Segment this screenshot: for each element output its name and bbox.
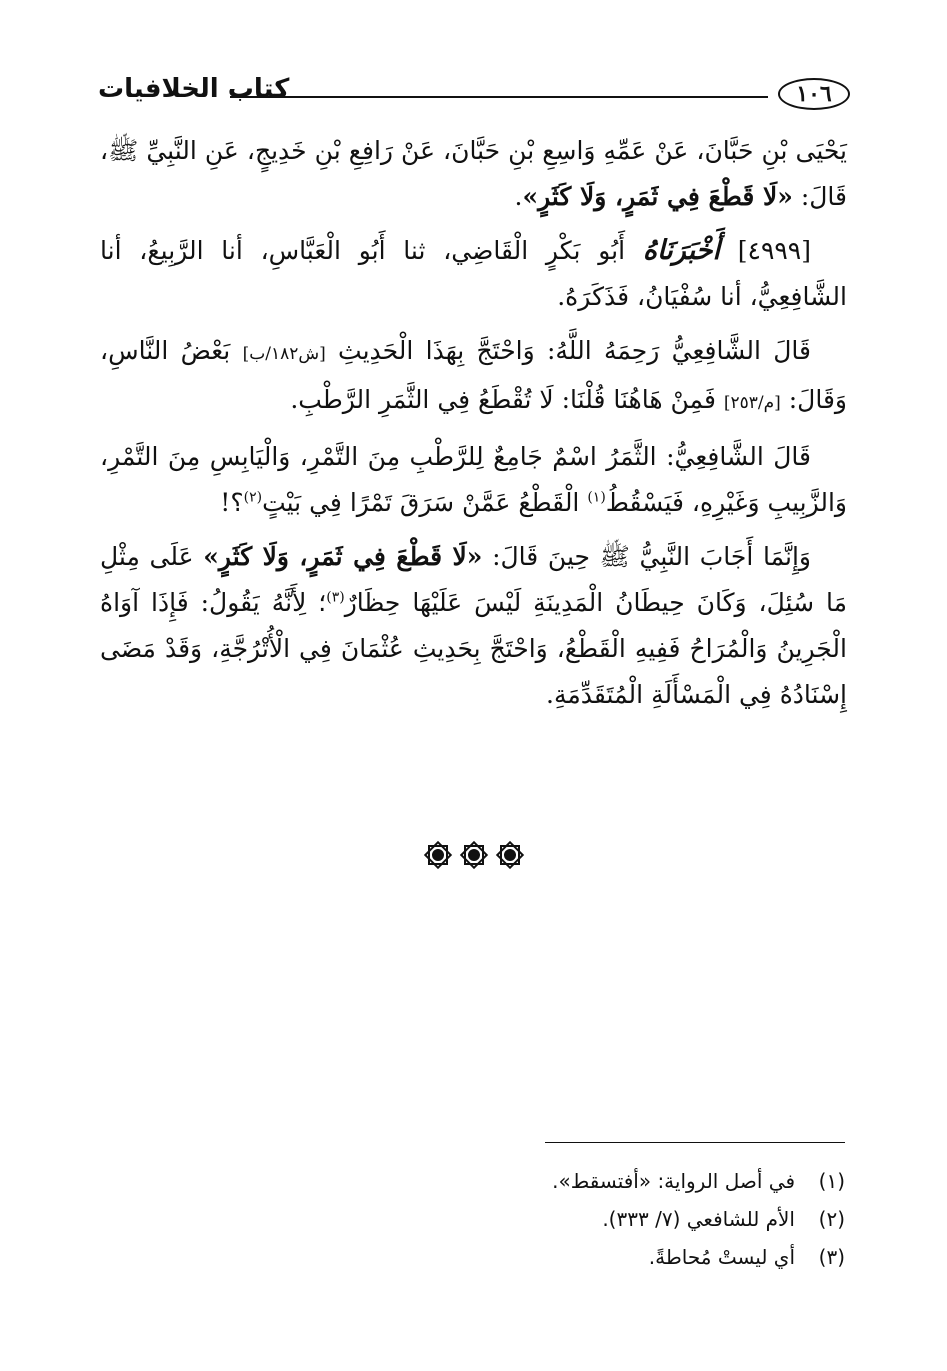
hadith-number: [٤٩٩٩] xyxy=(737,236,811,265)
footnote-2 xyxy=(100,1200,845,1238)
manuscript-ref-2: [م/٢٥٣] xyxy=(723,393,781,413)
hadith-quote-2: «لَا قَطْعَ فِي ثَمَرٍ، وَلَا كَثَرٍ» xyxy=(203,542,483,571)
footnote-mark-1[interactable]: (١) xyxy=(587,489,606,506)
footnote-mark-3[interactable]: (٣) xyxy=(326,589,345,606)
page-number-text: ١٠٦ xyxy=(796,81,832,107)
book-title: كتاب الخلافيات xyxy=(98,74,290,104)
octagram-ornament-icon xyxy=(495,840,525,870)
footnote-number: (٢) xyxy=(818,1207,845,1231)
footnote-text: في أصل الرواية: «أفتسقط». xyxy=(552,1169,795,1193)
paragraph-1 xyxy=(100,128,847,220)
p5-part1: وَإِنَّمَا أَجَابَ النَّبِيُّ ﷺ حِينَ قَالَ: xyxy=(482,542,811,571)
paragraph-2 xyxy=(100,228,847,320)
p4-part2: الْقَطْعُ عَمَّنْ سَرَقَ تَمْرًا فِي بَيْتٍ xyxy=(262,488,588,517)
p5-part2: عَلَى مِثْلِ مَا سُئِلَ، وَكَانَ حِيطَانُ الْمَدِينَةِ لَيْسَ عَلَيْهَا حِظَارٌ xyxy=(100,542,848,617)
footnote-number: (١) xyxy=(818,1169,845,1193)
p2-text: أَبُو بَكْرٍ الْقَاضِي، ثنا أَبُو الْعَبَّاسِ، أنا الرَّبِيعُ، أنا الشَّافِعِيُّ، أنا سُفْيَانُ، فَذَكَرَهُ. xyxy=(100,236,847,311)
p4-part3: ؟! xyxy=(220,488,244,517)
footnote-mark-2[interactable]: (٢) xyxy=(243,489,263,506)
akhbarana-word: أَخْبَرَنَاهُ xyxy=(642,235,720,266)
footnote-rule xyxy=(545,1142,845,1143)
footnote-3 xyxy=(100,1238,845,1276)
hadith-quote: «لَا قَطْعَ فِي ثَمَرٍ، وَلَا كَثَرٍ» xyxy=(522,182,793,211)
footnote-number: (٣) xyxy=(818,1245,845,1269)
ornament-divider xyxy=(0,840,947,870)
p5-part3: ؛ لِأَنَّهُ يَقُولُ: فَإِذَا آوَاهُ الْجَرِينُ وَالْمُرَاحُ فَفِيهِ الْقَطْعُ، وَاحْتَجَّ بِحَدِيثِ عُثْمَانَ فِي الْأُتْرُجَّةِ، وَقَدْ مَضَى إِسْنَادُهُ فِي الْمَسْأَلَةِ الْمُتَقَدِّمَةِ. xyxy=(100,588,847,709)
page-header xyxy=(98,70,850,118)
p1-text: يَحْيَى بْنِ حَبَّانَ، عَنْ عَمِّهِ وَاسِعِ بْنِ حَبَّانَ، عَنْ رَافِعِ بْنِ خَدِيجٍ، عَنِ النَّبِيِّ ﷺ، قَالَ: xyxy=(100,136,847,211)
p3-part3: فَمِنْ هَاهُنَا قُلْنَا: لَا تُقْطَعُ فِي الثَّمَرِ الرَّطْبِ. xyxy=(290,385,724,414)
paragraph-4 xyxy=(100,434,847,526)
footnote-1 xyxy=(100,1162,845,1200)
main-text xyxy=(100,128,847,726)
manuscript-ref-1: [ش١٨٢/ب] xyxy=(242,344,326,364)
page-number xyxy=(778,78,850,110)
p4-part1: قَالَ الشَّافِعِيُّ: الثَّمَرُ اسْمٌ جَامِعٌ لِلرَّطْبِ مِنَ التَّمْرِ، وَالْيَابِسِ مِنَ التَّمْرِ، وَالزَّبِيبِ وَغَيْرِهِ، فَيَسْقُطُ xyxy=(100,442,847,517)
footnote-text: أي ليستْ مُحاطةً. xyxy=(648,1245,795,1269)
footnote-text: الأم للشافعي (٧/ ٣٣٣). xyxy=(602,1207,795,1231)
octagram-ornament-icon xyxy=(459,840,489,870)
p3-part1: قَالَ الشَّافِعِيُّ رَحِمَهُ اللَّهُ: وَاحْتَجَّ بِهَذَا الْحَدِيثِ xyxy=(325,336,811,365)
octagram-ornament-icon xyxy=(423,840,453,870)
paragraph-5 xyxy=(100,534,847,718)
header-rule xyxy=(230,96,768,98)
paragraph-3 xyxy=(100,328,847,426)
p1-end: . xyxy=(514,182,523,211)
p3-part2: بَعْضُ النَّاسِ، وَقَالَ: xyxy=(100,336,847,414)
footnotes xyxy=(100,1162,845,1276)
